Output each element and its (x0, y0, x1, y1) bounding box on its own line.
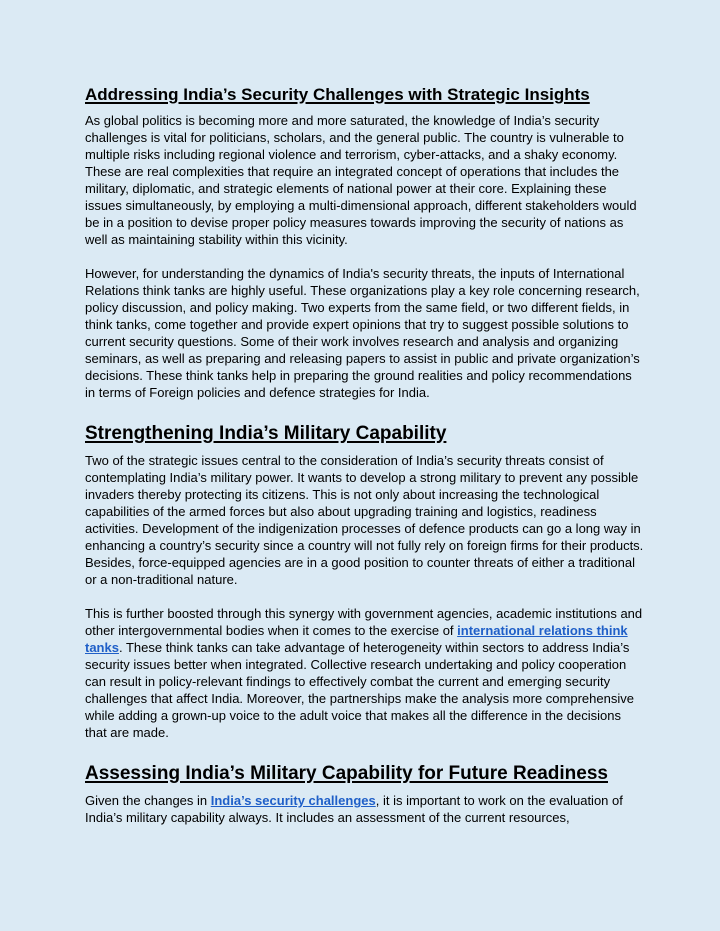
paragraph-text: This is further boosted through this synergy with government agencies, academic institutions and other intergovernmental bodies when it comes to the exercise of (85, 606, 643, 638)
section-heading-future-readiness: Assessing India’s Military Capability for Future Readiness (85, 763, 608, 784)
document-body (85, 84, 645, 826)
paragraph-text: . These think tanks can take advantage of heterogeneity within sectors to address India’s security issues better when integrated. Collective research undertaking and policy cooperation can result in policy-relevant findings to effectively combat the current and emerging security challenges that affect India. Moreover, the partnerships make the analysis more comprehensive while adding a grown-up voice to the adult voice that makes all the difference in the decisions that are made. (85, 640, 634, 740)
section-heading-military-capability: Strengthening India’s Military Capability (85, 423, 447, 444)
international-relations-think-tanks-link[interactable]: international relations think tanks (85, 623, 628, 655)
paragraph-text: , it is important to work on the evaluation of India’s military capability always. It includes an assessment of the current resources, (85, 793, 623, 825)
paragraph: As global politics is becoming more and more saturated, the knowledge of India’s security challenges is vital for politicians, scholars, and the general public. The country is vulnerable to multiple risks including regional violence and terrorism, cyber-attacks, and a shaky economy. These are real complexities that require an integrated concept of operations that includes the military, diplomatic, and strategic elements of national power at their core. Explaining these issues simultaneously, by employing a multi-dimensional approach, different stakeholders would be in a position to devise proper policy measures towards improving the security of nations as well as maintaining stability within this vicinity. (85, 113, 637, 247)
paragraph (85, 605, 645, 741)
paragraph (85, 792, 645, 826)
paragraph-text: Given the changes in (85, 793, 211, 808)
paragraph: Two of the strategic issues central to the consideration of India’s security threats consist of contemplating India’s military power. It wants to develop a strong military to prevent any possible invaders thereby protecting its citizens. This is not only about increasing the technological capabilities of the armed forces but also about upgrading training and logistics, readiness activities. Development of the indigenization processes of defence products can go a long way in enhancing a country’s security since a country will not fully rely on foreign firms for their products. Besides, force-equipped agencies are in a good position to counter threats of either a traditional or a non-traditional nature. (85, 453, 644, 587)
paragraph: However, for understanding the dynamics of India's security threats, the inputs of International Relations think tanks are highly useful. These organizations play a key role concerning research, policy discussion, and policy making. Two experts from the same field, or two different fields, in think tanks, come together and provide expert opinions that try to suggest possible solutions to current security questions. Some of their work involves research and analysis and organizing seminars, as well as preparing and releasing papers to assist in public and private organization’s decisions. These think tanks help in preparing the ground realities and policy recommendations in terms of Foreign policies and defence strategies for India. (85, 266, 640, 400)
section-heading-security-challenges: Addressing India’s Security Challenges with Strategic Insights (85, 85, 590, 104)
india-security-challenges-link[interactable]: India’s security challenges (210, 793, 376, 808)
